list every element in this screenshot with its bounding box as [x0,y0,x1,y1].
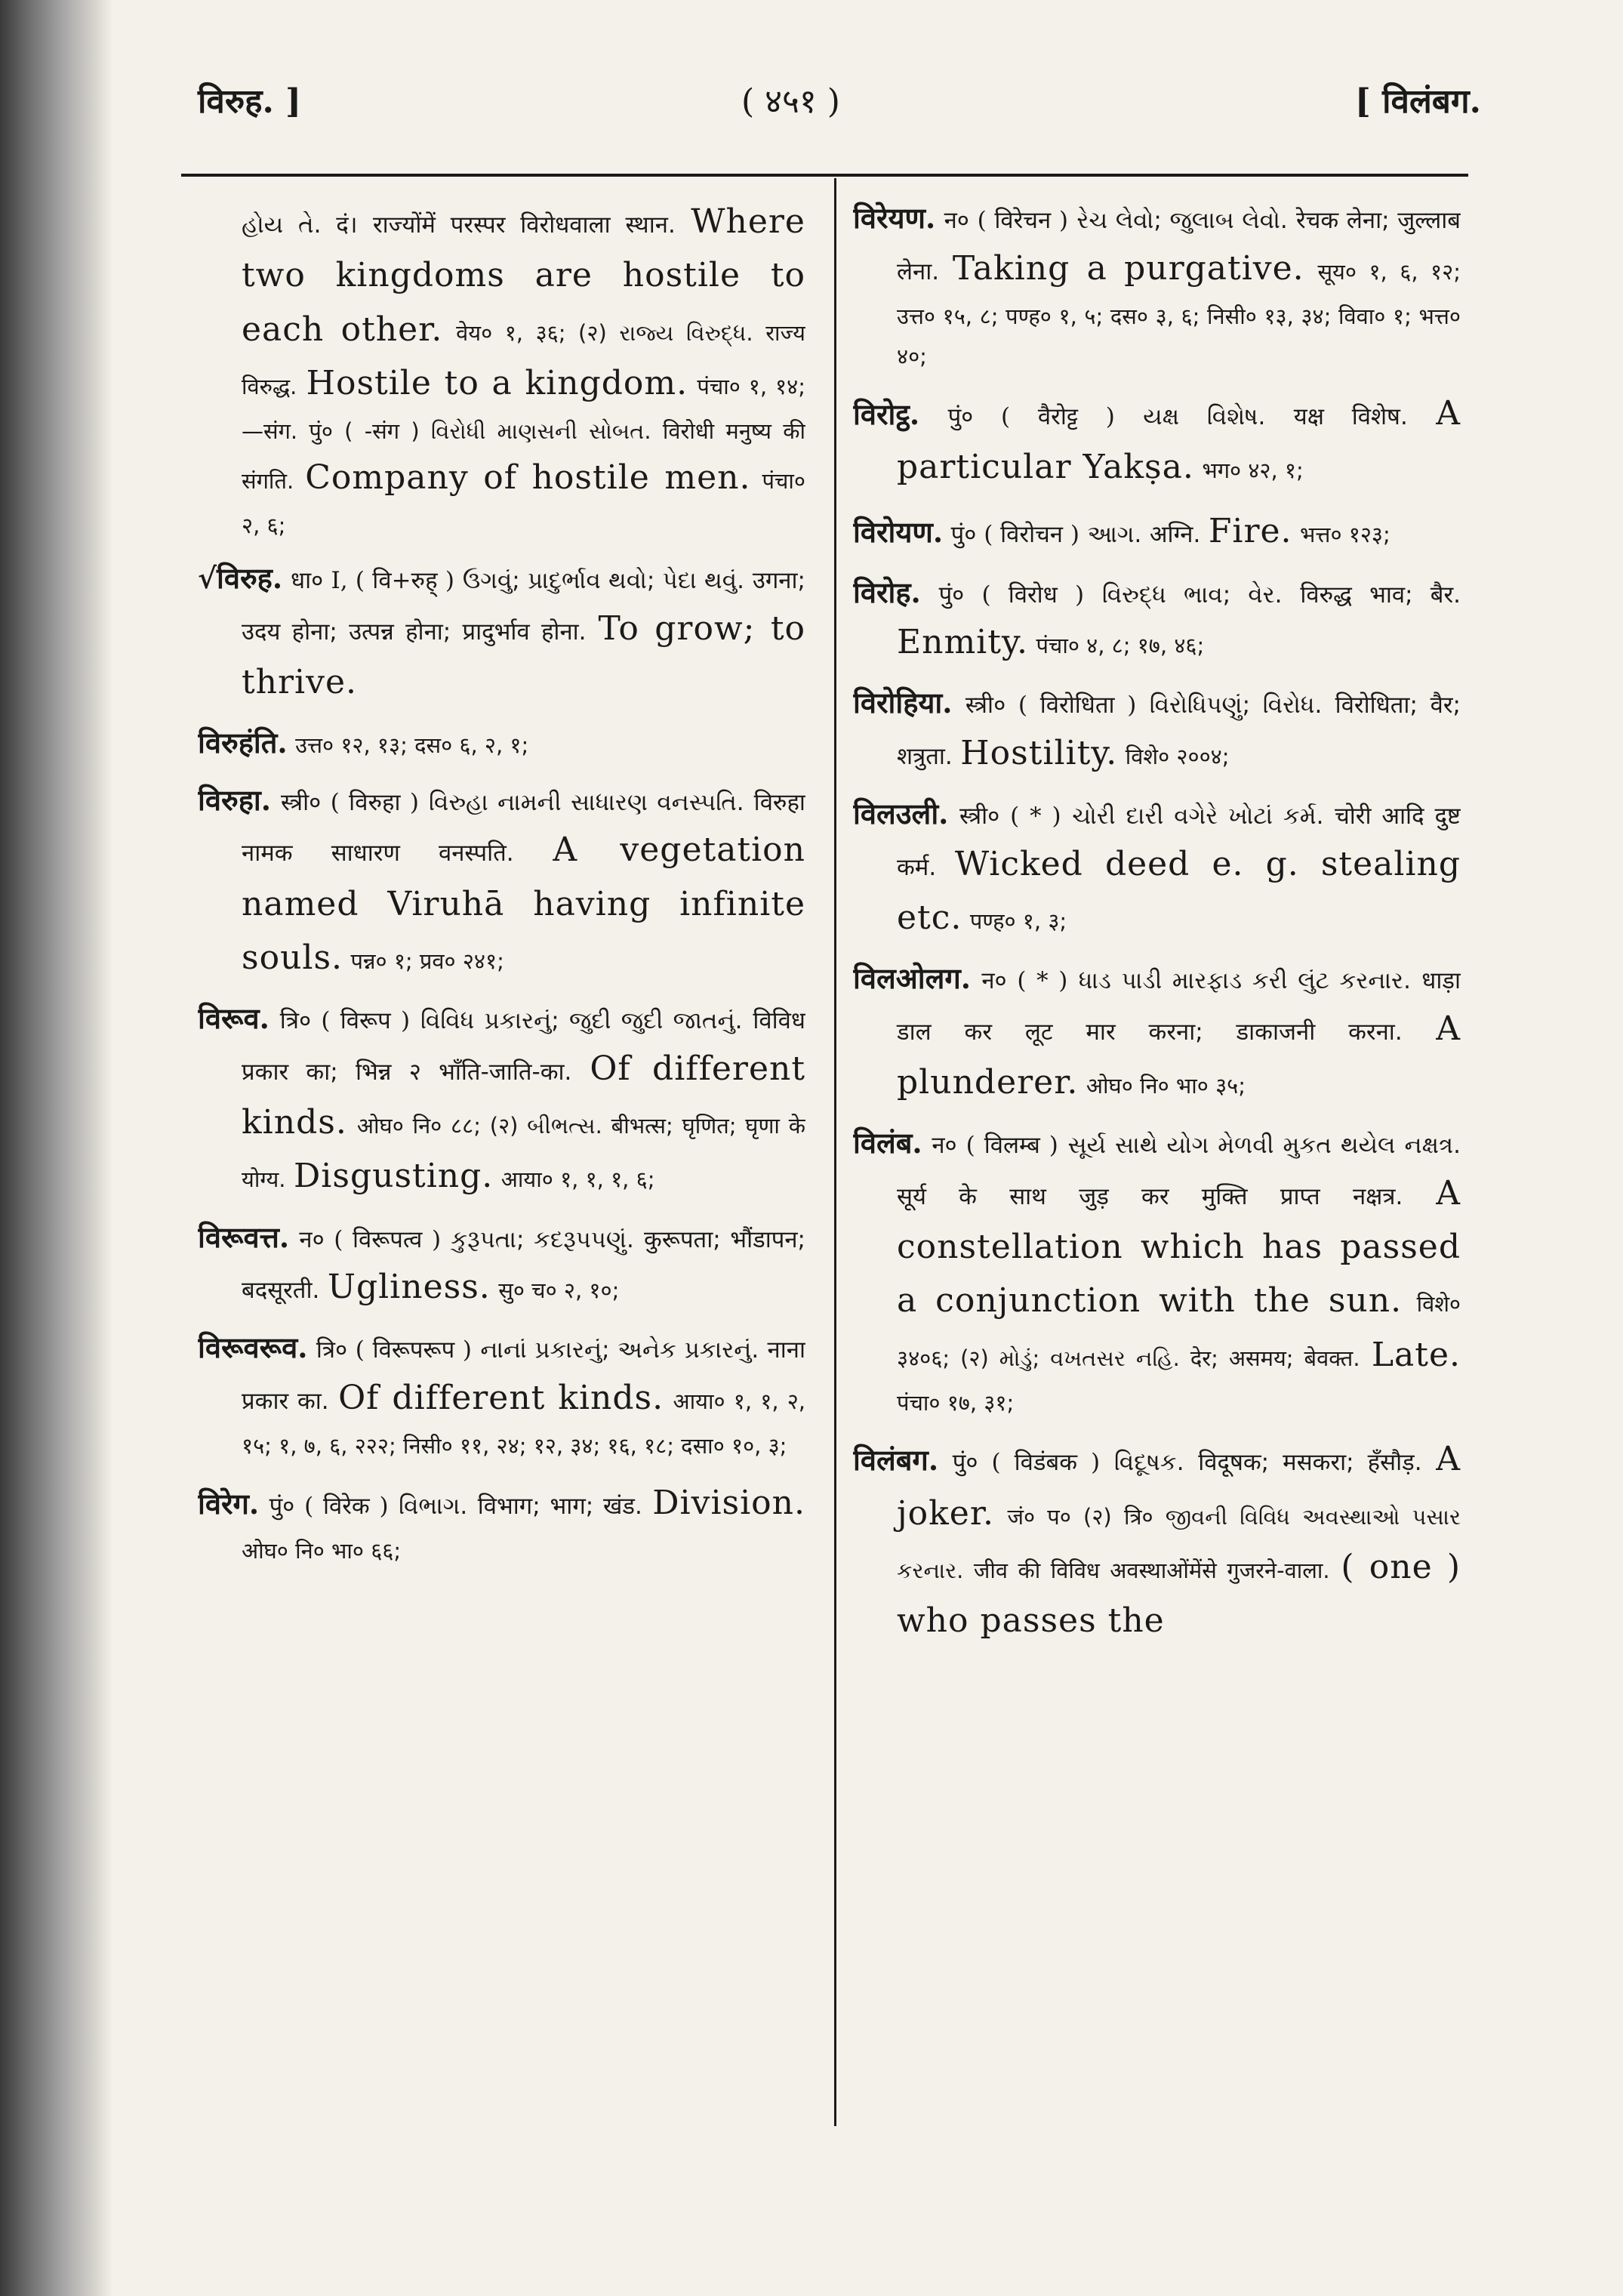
page-header [198,77,1481,130]
book-binding-shadow [0,0,113,2296]
header-left-guide-word: विरुह. ] [198,82,301,121]
header-right-guide-word: [ विलंबग. [1354,82,1481,121]
headword: विरूवत्त. [198,1219,290,1254]
headword: विरेयण. [853,201,936,235]
dictionary-entry: विरोह. पुं० ( विरोध ) વિરુદ્ધ ભાવ; વેર. विरुद्ध भाव; बैर. Enmity. पंचा० ४, ८; १७, ४६; [853,575,1461,662]
dictionary-entry: विलंब. न० ( विलम्ब ) સૂર્ય સાથે યોગ મેળવી મુકત થયેલ નક્ષત્ર. सूर्य के साथ जुड़ कर मुक्ति प्राप्त नक्षत्र. A constellation which has passed a conjunction with the sun. विशे० ३४०६; (२) મોડું; વખતસર નહિ. देर; असमय; बेवक्त. Late. पंचा० १७, ३१; [853,1126,1461,1416]
dictionary-entry: विरोयण. पुं० ( विरोचन ) આગ. अग्नि. Fire. भत्त० १२३; [853,512,1390,551]
headword: विरोट्ठ. [853,396,920,431]
headword: विलंबग. [853,1443,939,1478]
dictionary-entry: विरेयण. न० ( विरेचन ) રેચ લેવો; જુલાબ લેવો. रेचक लेना; जुल्लाब लेना. Taking a purgative. सूय० १, ६, १२; उत्त० १५, ८; पण्ह० १, ५; दस० ३, ६; निसी० १३, ३४; विवा० १; भत्त० ४०; [853,201,1461,370]
headword: √विरुह. [198,561,283,596]
headword: विरेग. [198,1486,260,1521]
dictionary-entry: विरुहंति. उत्त० १२, १३; दस० ६, २, १; [198,726,529,760]
headword: विलउली. [853,797,949,831]
headword: विरोहिया. [853,686,953,720]
dictionary-entry: विलउली. स्त्री० ( * ) ચોરી દારી વગેરે ખોટાં કર્મ. चोरी आदि दुष्ट कर्म. Wicked deed e. g. stealing etc. पण्ह० १, ३; [853,797,1461,937]
headword: विलंब. [853,1126,922,1160]
column-divider [834,178,836,2126]
headword: विरूव. [198,1001,269,1036]
left-column [198,195,805,2128]
dictionary-entry: હોય તે. दं। राज्योंमें परस्पर विरोधवाला स्थान. Where two kingdoms are hostile to each other. वेय० १, ३६; (२) રાજ્ય વિરુદ્ધ. राज्य विरुद्ध. Hostile to a kingdom. पंचा० १, १४; —संग. पुं० ( -संग ) વિરોધી માણસની સોબત. विरोधी मनुष्य की संगति. Company of hostile men. पंचा० २, ६; [242,202,805,538]
header-rule [181,174,1468,177]
dictionary-entry: विरूवत्त. न० ( विरूपत्व ) કુરૂપતા; કદરૂપપણું. कुरूपता; भौंडापन; बदसूरती. Ugliness. सु० च० २, १०; [198,1219,805,1307]
dictionary-entry: विरुहा. स्त्री० ( विरुहा ) વિરુહા નામની સાધારણ વનસ્પતિ. विरुहा नामक साधारण वनस्पति. A vegetation named Viruhā having infinite souls. पन्न० १; प्रव० २४१; [198,782,805,977]
dictionary-entry: विलंबग. पुं० ( विडंबक ) વિદૂષક. विदूषक; मसकरा; हँसौड़. A joker. जं० प० (२) त्रि० જીવની વિવિધ અવસ્થાઓ પસાર કરનાર. जीव की विविध अवस्थाओंमेंसे गुजरने-वाला. ( one ) who passes the [853,1440,1461,1641]
dictionary-entry: विरूवरूव. त्रि० ( विरूपरूप ) નાનાં પ્રકારનું; અનેક પ્રકારનું. नाना प्रकार का. Of different kinds. आया० १, १, २, १५; १, ७, ६, २२२; निसी० ११, २४; १२, ३४; १६, १८; दसा० १०, ३; [198,1330,805,1459]
dictionary-entry: विरोहिया. स्त्री० ( विरोधिता ) વિરોધિપણું; વિરોધ. विरोधिता; वैर; शत्रुता. Hostility. विशे० २००४; [853,686,1461,772]
right-column [853,195,1461,2128]
dictionary-entry: विरूव. त्रि० ( विरूप ) વિવિધ પ્રકારનું; જુદી જુદી જાતનું. विविध प्रकार का; भिन्न २ भाँति-जाति-का. Of different kinds. ओघ० नि० ८८; (२) બીભત્સ. बीभत्स; घृणित; घृणा के योग्य. Disgusting. आया० १, १, १, ६; [198,1001,805,1196]
headword: विरोह. [853,575,921,609]
headword: विरुहा. [198,782,271,817]
headword: विरूवरूव. [198,1330,308,1365]
headword: विरुहंति. [198,726,288,760]
page-number: ( ४५१ ) [741,82,840,121]
dictionary-entry: विलओलग. न० ( * ) ધાડ પાડી મારફાડ કરી લુંટ કરનાર. धाड़ा डाल कर लूट मार करना; डाकाजनी करना. A plunderer. ओघ० नि० भा० ३५; [853,961,1461,1102]
headword: विलओलग. [853,961,971,996]
headword: विरोयण. [853,515,944,550]
dictionary-entry: विरोट्ठ. पुं० ( वैरोट्ट ) યક્ષ વિશેષ. यक्ष विशेष. A particular Yakṣa. भग० ४२, १; [853,393,1461,486]
dictionary-entry: √विरुह. धा० I, ( वि+रुह् ) ઉગવું; પ્રાદુર્ભાવ થવો; પેદા થવું. उगना; उदय होना; उत्पन्न होना; प्रादुर्भाव होना. To grow; to thrive. [198,561,805,702]
dictionary-entry: विरेग. पुं० ( विरेक ) વિભાગ. विभाग; भाग; खंड. Division. ओघ० नि० भा० ६६; [198,1483,805,1564]
